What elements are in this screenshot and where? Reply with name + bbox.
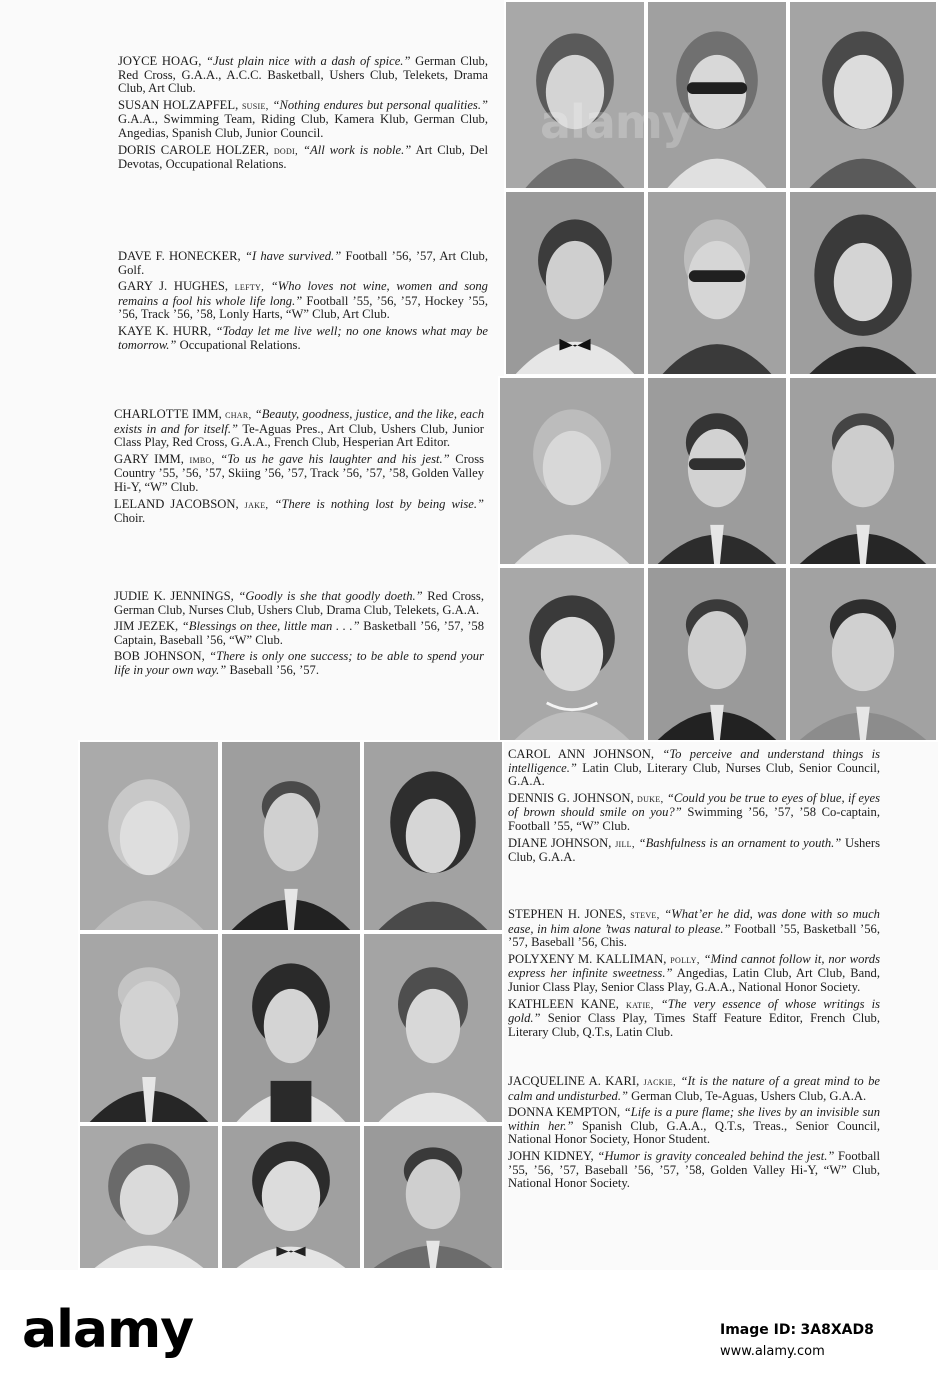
- portrait-photo: [504, 0, 646, 190]
- entry-donna-kempton: DONNA KEMPTON, “Life is a pure flame; she lives by an invisible sun within her.” Spanish Club, G.A.A., Q.T.s, Treas., Senior Council, National Honor Society, Honor Student.: [508, 1105, 880, 1147]
- portrait-photo: [78, 740, 220, 932]
- portrait-photo: [498, 566, 646, 742]
- entry-doris-holzer: DORIS CAROLE HOLZER, dodi, “All work is noble.” Art Club, Del Devotas, Occupational Relations.: [118, 142, 488, 172]
- entry-john-kidney: JOHN KIDNEY, “Humor is gravity concealed behind the jest.” Football ’55, ’56, ’57, Baseball ’56, ’57, ’58, Golden Valley Hi-Y, “W” Club, National Honor Society.: [508, 1148, 881, 1191]
- entry-kaye-hurr: KAYE K. HURR, “Today let me live well; no one knows what may be tomorrow.” Occupational Relations.: [118, 323, 488, 352]
- entry-gary-imm: GARY IMM, imbo, “To us he gave his laughter and his jest.” Cross Country ’55, ’56, ’57, Skiing ’56, ’57, Track ’56, ’57, ’58, Golden Valley Hi-Y, “W” Club.: [114, 451, 484, 494]
- entry-charlotte-imm: CHARLOTTE IMM, char, “Beauty, goodness, justice, and the like, each exists in and for itself.” Te-Aguas Pres., Art Club, Ushers Club, Junior Class Play, Red Cross, G.A.A., French Club, Hesperian Art Editor.: [114, 407, 484, 450]
- entry-susan-holzapfel: SUSAN HOLZAPFEL, susie, “Nothing endures but personal qualities.” G.A.A., Swimming Team, Riding Club, Kamera Klub, German Club, Angedias, Spanish Club, Junior Council.: [118, 97, 488, 140]
- entry-group-3: [114, 408, 484, 529]
- portrait-photo: [504, 190, 646, 376]
- portrait-photo: [498, 376, 646, 566]
- watermark-url: www.alamy.com: [720, 1344, 825, 1359]
- entry-stephen-jones: STEPHEN H. JONES, steve, “What’er he did, was done with so much ease, in him alone ’twas natural to please.” Football ’55, Basketball ’56, ’57, Baseball ’56, Chis.: [508, 907, 880, 950]
- portrait-photo: [220, 1124, 362, 1270]
- entry-gary-hughes: GARY J. HUGHES, lefty, “Who loves not wine, women and song remains a fool his whole life long.” Football ’55, ’56, ’57, Hockey ’55, ’56, Track ’56, ’58, Lonly Harts, “W” Club, Art Club.: [118, 279, 488, 322]
- image-id: [720, 1322, 874, 1338]
- portrait-photo: [220, 932, 362, 1124]
- entry-dennis-johnson: DENNIS G. JOHNSON, duke, “Could you be true to eyes of blue, if eyes of brown should smile on you?” Swimming ’56, ’57, ’58 Co-captain, Football ’55, “W” Club.: [508, 790, 881, 833]
- entry-jim-jezek: JIM JEZEK, “Blessings on thee, little man . . .” Basketball ’56, ’57, ’58 Captain, Baseball ’56, “W” Club.: [114, 619, 484, 647]
- portrait-photo: [788, 376, 938, 566]
- alamy-logo: alamy: [22, 1300, 194, 1360]
- entry-group-1: [118, 55, 488, 175]
- entry-leland-jacobson: LELAND JACOBSON, jake, “There is nothing lost by being wise.” Choir.: [114, 496, 485, 526]
- entry-jacqueline-kari: JACQUELINE A. KARI, jackie, “It is the nature of a great mind to be calm and undisturbed.” German Club, Te-Aguas, Ushers Club, G.A.A.: [508, 1074, 881, 1103]
- watermark-overlay: alamy: [540, 95, 691, 149]
- portrait-photo: [646, 0, 788, 190]
- portrait-photo: [78, 1124, 220, 1270]
- entry-group-2: [118, 250, 488, 355]
- entry-group-7: [508, 1075, 880, 1194]
- portrait-photo: [362, 1124, 504, 1270]
- portrait-photo: [362, 740, 504, 932]
- entry-dave-honecker: DAVE F. HONECKER, “I have survived.” Football ’56, ’57, Art Club, Golf.: [118, 249, 488, 277]
- image-id-value: 3A8XAD8: [800, 1322, 874, 1338]
- portrait-photo: [646, 190, 788, 376]
- entry-kathleen-kane: KATHLEEN KANE, katie, “The very essence of whose writings is gold.” Senior Class Play, Times Staff Feature Editor, French Club, Literary Club, Q.T.s, Latin Club.: [508, 996, 881, 1039]
- entry-group-4: [114, 590, 484, 681]
- entry-group-6: [508, 908, 880, 1042]
- entry-judie-jennings: JUDIE K. JENNINGS, “Goodly is she that goodly doeth.” Red Cross, German Club, Nurses Club, Ushers Club, Drama Club, Telekets, G.A.A.: [114, 589, 484, 617]
- image-id-label: Image ID:: [720, 1322, 797, 1338]
- entry-group-5: [508, 748, 880, 868]
- portrait-photo: [646, 376, 788, 566]
- entry-bob-johnson: BOB JOHNSON, “There is only one success; to be able to spend your life in your own way.” Baseball ’56, ’57.: [114, 649, 485, 677]
- portrait-photo: [788, 566, 938, 742]
- portrait-photo: [788, 190, 938, 376]
- portrait-photo: [788, 0, 938, 190]
- portrait-photo: [362, 932, 504, 1124]
- entry-polyxeny-kalliman: POLYXENY M. KALLIMAN, polly, “Mind cannot follow it, nor words express her infinite sweetness.” Angedias, Latin Club, Art Club, Band, Junior Class Play, Senior Class Play, G.A.A., National Honor Society.: [508, 951, 880, 994]
- entry-joyce-hoag: JOYCE HOAG, “Just plain nice with a dash of spice.” German Club, Red Cross, G.A.A., A.C.C. Basketball, Ushers Club, Telekets, Drama Club, Art Club.: [118, 54, 488, 96]
- entry-carol-johnson: CAROL ANN JOHNSON, “To perceive and understand things is intelligence.” Latin Club, Literary Club, Nurses Club, Senior Council, G.A.A.: [508, 747, 880, 789]
- entry-diane-johnson: DIANE JOHNSON, jill, “Bashfulness is an ornament to youth.” Ushers Club, G.A.A.: [508, 835, 880, 865]
- portrait-photo: [78, 932, 220, 1124]
- portrait-photo: [646, 566, 788, 742]
- portrait-photo: [220, 740, 362, 932]
